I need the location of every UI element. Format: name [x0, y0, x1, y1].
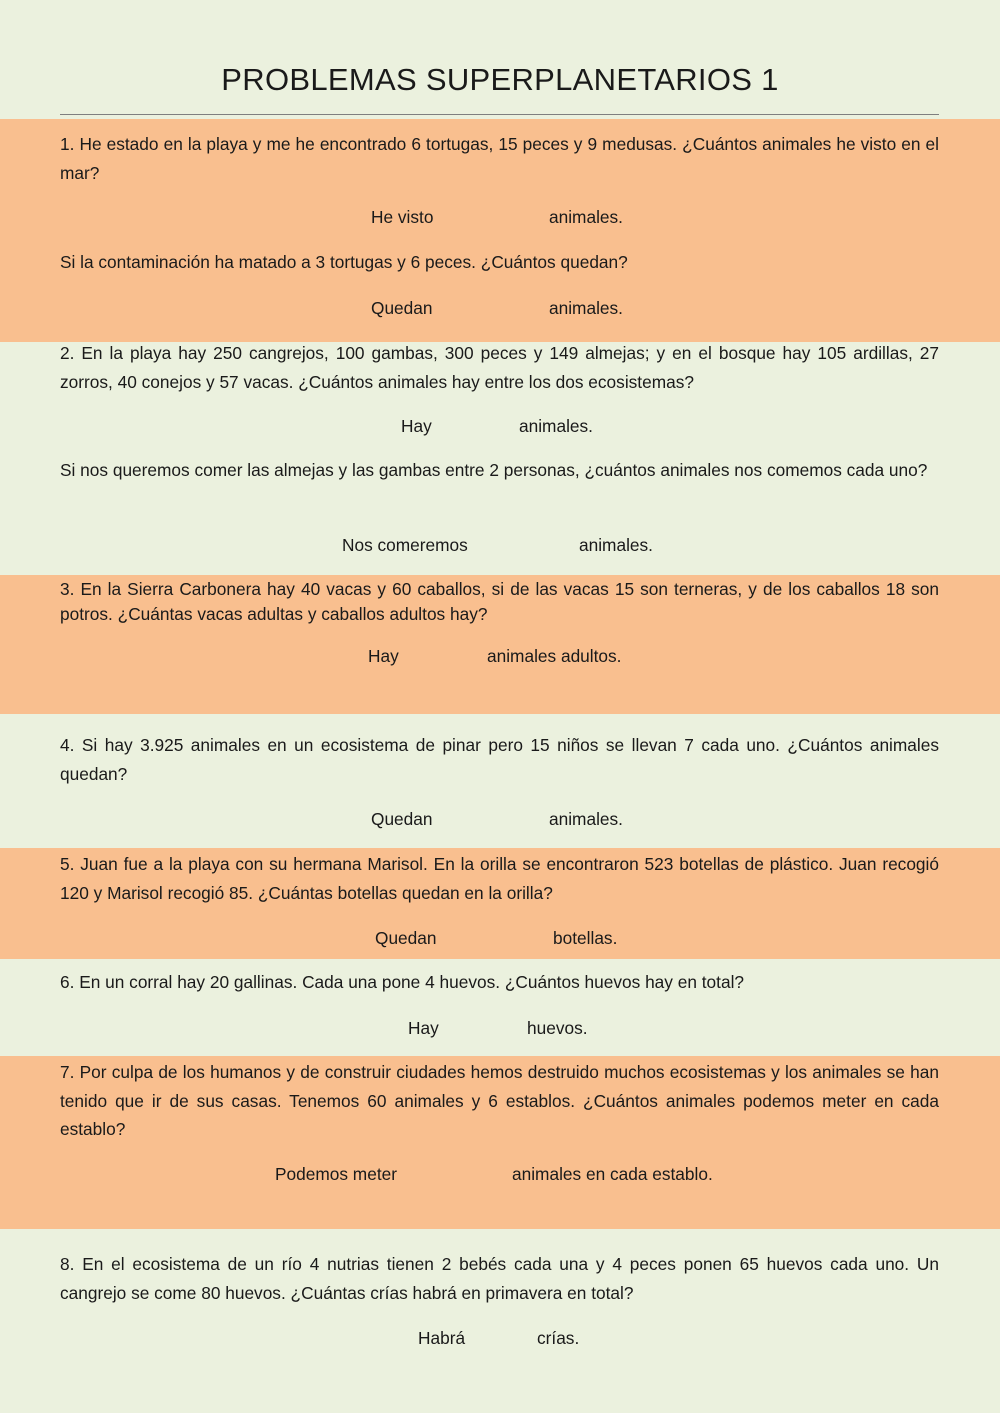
problem-4-text: 4. Si hay 3.925 animales en un ecosistema de pinar pero 15 niños se llevan 7 cada uno. ¿Cuántos animales quedan? [60, 735, 939, 784]
problem-1-answer-before: He visto [371, 207, 434, 227]
problem-4-answer-after: animales. [549, 809, 623, 829]
problem-2-answer-after: animales. [519, 416, 593, 436]
problem-6-text: 6. En un corral hay 20 gallinas. Cada una pone 4 huevos. ¿Cuántos huevos hay en total? [60, 972, 745, 992]
problem-5-text: 5. Juan fue a la playa con su hermana Marisol. En la orilla se encontraron 523 botellas de plástico. Juan recogió 120 y Marisol recogió 85. ¿Cuántas botellas quedan en la orilla? [60, 854, 939, 903]
problem-2-followup-before: Nos comeremos [342, 535, 468, 555]
problem-3-text: 3. En la Sierra Carbonera hay 40 vacas y 60 caballos, si de las vacas 15 son terneras, y de los caballos 18 son potros. ¿Cuántas vacas adultas y caballos adultos hay? [60, 579, 939, 624]
problem-1-answer-after: animales. [549, 207, 623, 227]
problem-3-answer-before: Hay [368, 646, 399, 666]
problem-2-followup: Si nos queremos comer las almejas y las gambas entre 2 personas, ¿cuántos animales nos comemos cada uno? [60, 460, 928, 480]
page-title: PROBLEMAS SUPERPLANETARIOS 1 [221, 62, 779, 97]
problem-3-answer-after: animales adultos. [487, 646, 622, 666]
problem-7-text: 7. Por culpa de los humanos y de construir ciudades hemos destruido muchos ecosistemas y los animales se han tenido que ir de sus casas. Tenemos 60 animales y 6 establos. ¿Cuántos animales podemos meter en cada establo? [60, 1062, 939, 1139]
problem-6-answer-after: huevos. [527, 1018, 588, 1038]
problem-6-answer-before: Hay [408, 1018, 439, 1038]
problem-5-answer-before: Quedan [375, 928, 437, 948]
problem-1-followup-before: Quedan [371, 298, 433, 318]
problem-8-text: 8. En el ecosistema de un río 4 nutrias tienen 2 bebés cada una y 4 peces ponen 65 huevos cada uno. Un cangrejo se come 80 huevos. ¿Cuántas crías habrá en primavera en total? [60, 1254, 939, 1303]
problem-2-followup-after: animales. [579, 535, 653, 555]
problem-7-answer-after: animales en cada establo. [512, 1164, 713, 1184]
problem-1-followup: Si la contaminación ha matado a 3 tortugas y 6 peces. ¿Cuántos quedan? [60, 252, 628, 272]
problem-1-text: 1. He estado en la playa y me he encontrado 6 tortugas, 15 peces y 9 medusas. ¿Cuántos animales he visto en el mar? [60, 134, 939, 183]
problem-5-answer-after: botellas. [553, 928, 618, 948]
problem-2-answer-before: Hay [401, 416, 432, 436]
problem-2-text: 2. En la playa hay 250 cangrejos, 100 gambas, 300 peces y 149 almejas; y en el bosque hay 105 ardillas, 27 zorros, 40 conejos y 57 vacas. ¿Cuántos animales hay entre los dos ecosistemas? [60, 343, 939, 392]
problem-8-answer-after: crías. [537, 1328, 580, 1348]
problem-1-followup-after: animales. [549, 298, 623, 318]
problem-8-answer-before: Habrá [418, 1328, 466, 1348]
problem-7-answer-before: Podemos meter [275, 1164, 397, 1184]
title-underline [60, 114, 939, 115]
problem-4-answer-before: Quedan [371, 809, 433, 829]
